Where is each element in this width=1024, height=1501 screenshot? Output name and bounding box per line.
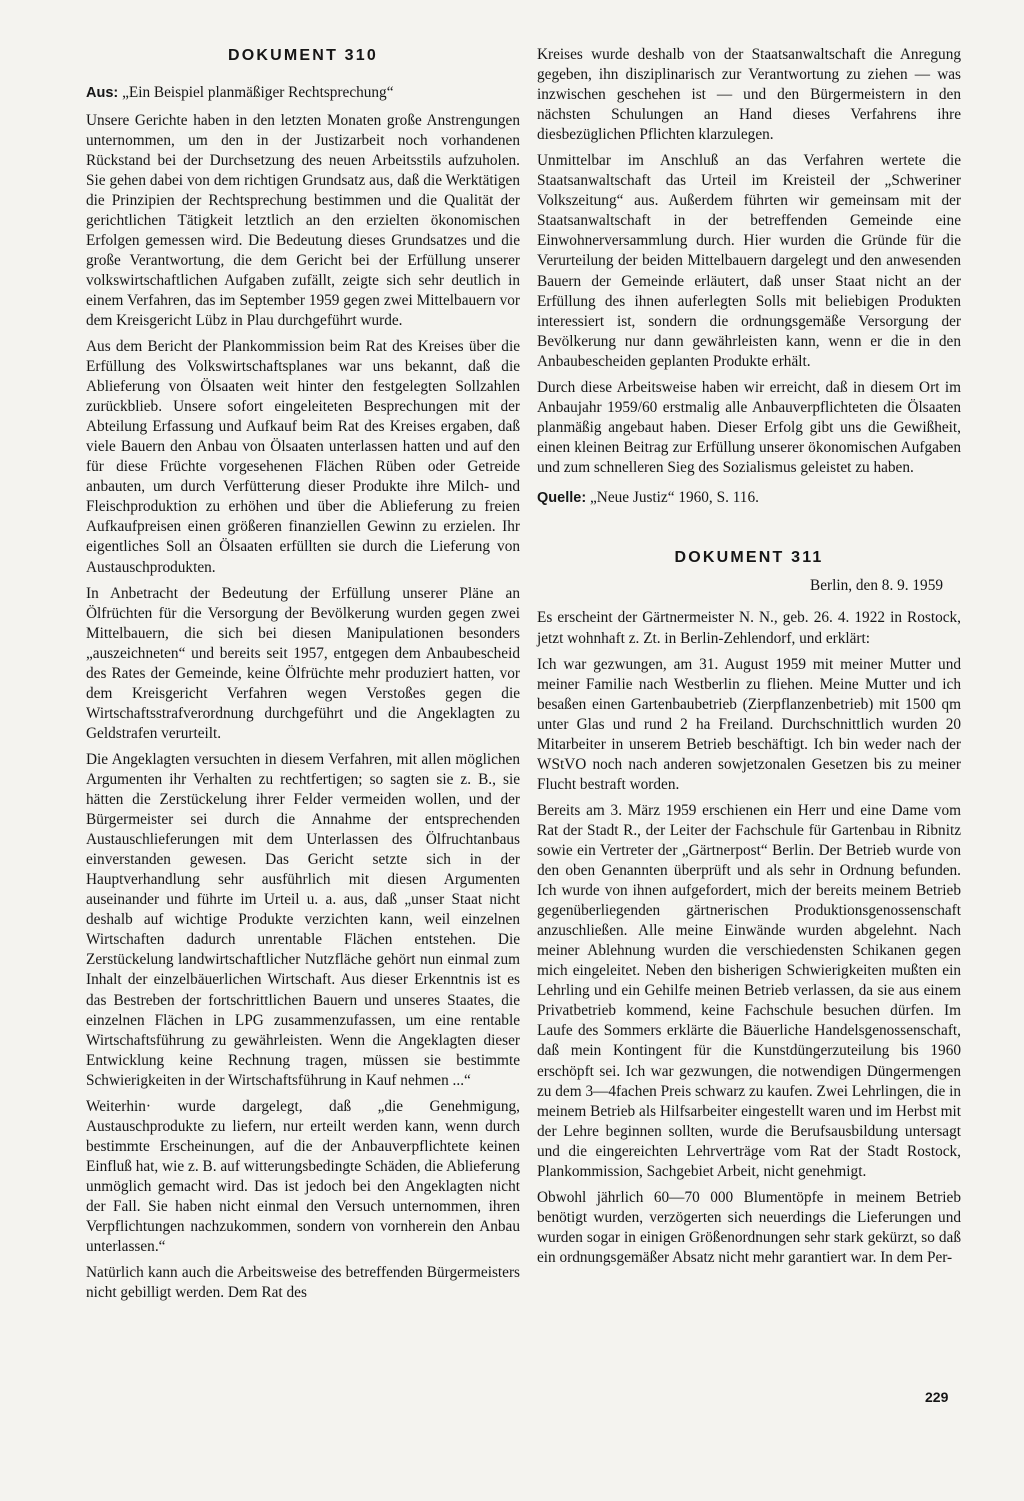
date-line: Berlin, den 8. 9. 1959: [810, 577, 943, 595]
citation-label: Quelle:: [537, 489, 587, 506]
paragraph: Obwohl jährlich 60—70 000 Blumentöpfe in meinem Betrieb benötigt wurden, verzögerten sich neuerdings die Lieferungen und wurden sogar in einigen Größenordnungen sehr stark gekürzt, so daß ein ordnungsgemäßer Absatz nicht mehr garantiert war. In dem Per-: [537, 1188, 961, 1266]
paragraph: Kreises wurde deshalb von der Staatsanwaltschaft die Anregung gegeben, ihn disziplinarisch zur Verantwortung zu ziehen — was inzwischen geschehen ist — und den Bürgermeistern in den nächsten Schulungen an Hand dieses Verfahrens ihre diesbezüglichen Pflichten klarzulegen.: [537, 46, 961, 144]
paragraph: Aus dem Bericht der Plankommission beim Rat des Kreises über die Erfüllung des Volkswirtschaftsplanes war uns bekannt, daß die Ablieferung von Ölsaaten weit hinter den festgelegten Sollzahlen zurückblieb. Unsere sofort eingeleiteten Besprechungen mit der Abteilung Erfassung und Aufkauf beim Rat des Kreises ergaben, daß viele Bauern den Anbau von Ölsaaten unterlassen hatten und auf den für diese Früchte vorgesehenen Flächen Rüben oder Getreide anbauten, um durch Verfütterung dieser Produkte ihre Milch- und Fleischproduktion zu erhöhen und über die Ablieferung zu freien Aufkaufpreisen einen größeren finanziellen Gewinn zu erzielen. Ihr eigentliches Soll an Ölsaaten erfüllten sie durch die Lieferung von Austauschprodukten.: [86, 338, 520, 576]
paragraph: Weiterhin· wurde dargelegt, daß „die Genehmigung, Austauschprodukte zu liefern, nur erteilt werden kann, wenn durch bestimmte Erscheinungen, auf die der Anbauverpflichtete keinen Einfluß hat, wie z. B. auf witterungsbedingte Schäden, die Ablieferung unmöglich gemacht wird. Das ist jedoch bei den Angeklagten nicht der Fall. Sie haben nicht einmal den Versuch unternommen, ihren Verpflichtungen nachzukommen, sondern von vornherein den Anbau unterlassen.“: [86, 1097, 520, 1256]
document-310-citation: [537, 488, 961, 509]
source-title: „Ein Beispiel planmäßiger Rechtsprechung“: [122, 84, 394, 101]
document-311-heading: DOKUMENT 311: [674, 549, 824, 567]
right-column: [537, 36, 961, 1274]
paragraph: In Anbetracht der Bedeutung der Erfüllung unserer Pläne an Ölfrüchten für die Versorgung der Bevölkerung wurden gegen zwei Mittelbauern, die sich bei diesen Manipulationen besonders „auszeichneten“ und bereits seit 1957, entgegen dem Anbaubescheid des Rates der Gemeinde, keine Ölfrüchte mehr produziert hatten, vor dem Kreisgericht Verfahren wegen Verstoßes gegen die Wirtschaftsstrafverordnung durchgeführt und die Angeklagten zu Geldstrafen verurteilt.: [86, 584, 520, 742]
paragraph: Durch diese Arbeitsweise haben wir erreicht, daß in diesem Ort im Anbaujahr 1959/60 erstmalig alle Anbauverpflichteten die Ölsaaten planmäßig angebaut haben. Dieser Erfolg gibt uns die Gewißheit, einen kleinen Beitrag zur Erfüllung unserer ökonomischen Aufgaben und zum schnelleren Sieg des Sozialismus geleistet zu haben.: [537, 378, 961, 476]
paragraph: Die Angeklagten versuchten in diesem Verfahren, mit allen möglichen Argumenten ihr Verhalten zu rechtfertigen; so sagten sie z. B., sie hätten die Zerstückelung ihrer Felder vermeiden wollen, und der Bürgermeister sei durch die Annahme der entsprechenden Austauschlieferungen mit dem Unterlassen des Ölfruchtanbaus einverstanden gewesen. Das Gericht setzte sich in der Hauptverhandlung sehr ausführlich mit diesen Argumenten auseinander und führte im Urteil u. a. aus, daß „unser Staat nicht deshalb auf wichtige Produkte verzichten kann, weil einzelnen Wirtschaften dadurch unrentable Flächen entstehen. Die Zerstückelung landwirtschaftlicher Nutzfläche gehört nun einmal zum Inhalt der einzelbäuerlichen Wirtschaft. Aus dieser Erkenntnis ist es das Bestreben der fortschrittlichen Bauern und unseres Staates, die einzelnen Flächen in LPG zusammenzufassen, um eine rentable Wirtschaftsführung zu gewährleisten. Wenn die Angeklagten dieser Entwicklung keine Rechnung tragen, müssen sie bestimmte Schwierigkeiten in der Wirtschaftsführung in Kauf nehmen ...“: [86, 750, 520, 1089]
citation-text: „Neue Justiz“ 1960, S. 116.: [589, 488, 759, 506]
paragraph: Natürlich kann auch die Arbeitsweise des betreffenden Bürgermeisters nicht gebilligt werden. Dem Rat des: [86, 1264, 520, 1302]
left-column: [86, 36, 520, 1309]
document-310-source: [86, 83, 520, 104]
paragraph: Es erscheint der Gärtnermeister N. N., geb. 26. 4. 1922 in Rostock, jetzt wohnhaft z. Zt. in Berlin-Zehlendorf, und erklärt:: [537, 609, 961, 647]
paragraph: Bereits am 3. März 1959 erschienen ein Herr und eine Dame vom Rat der Stadt R., der Leiter der Fachschule für Gartenbau in Ribnitz sowie ein Vertreter der „Gärtnerpost“ Berlin. Der Betrieb wurde von den oben Genannten überprüft und als sehr in Ordnung befunden. Ich wurde von ihnen aufgefordert, mich der bereits meinem Betrieb gegenüberliegenden gärtnerischen Produktionsgenossenschaft anzuschließen. Alle meine Einwände wurden abgelehnt. Nach meiner Ablehnung wurden die verschiedensten Schikanen gegen mich eingeleitet. Neben den bisherigen Schwierigkeiten mußten ein Lehrling und ein Gehilfe meinen Betrieb verlassen, da sie aus einem Privatbetrieb kommend, keine Fachschule besuchen dürfen. Im Laufe des Sommers erklärte die Bäuerliche Handelsgenossenschaft, daß mein Kontingent für die Kunstdüngerzuteilung bis 1960 erschöpft sei. Ich war gezwungen, die notwendigen Düngermengen zu dem 3—4fachen Preis schwarz zu kaufen. Zwei Lehrlingen, die in meinem Betrieb als Hilfsarbeiter eingestellt waren und im Herbst mit der Lehre beginnen sollten, wurde die Berufsausbildung untersagt und die eingereichten Lehrverträge vom Rat der Stadt Rostock, Plankommission, Sachgebiet Arbeit, nicht genehmigt.: [537, 801, 961, 1180]
source-label: Aus:: [86, 85, 119, 101]
document-310-heading: DOKUMENT 310: [228, 47, 378, 64]
paragraph: Ich war gezwungen, am 31. August 1959 mit meiner Mutter und meiner Familie nach Westberlin zu fliehen. Meine Mutter und ich besaßen einen Gartenbaubetrieb (Zierpflanzenbetrieb) mit 1500 qm unter Glas und rund 2 ha Freiland. Durchschnittlich wurden 20 Mitarbeiter in unserem Betrieb beschäftigt. Ich bin weder nach der WStVO noch nach anderen sowjetzonalen Gesetzen bis zu meiner Flucht bestraft worden.: [537, 655, 961, 793]
paragraph: Unsere Gerichte haben in den letzten Monaten große Anstrengungen unternommen, um den in der Justizarbeit noch vorhandenen Rückstand bei der Durchsetzung des neuen Arbeitsstils aufzuholen. Sie gehen dabei von dem richtigen Grundsatz aus, daß die Werktätigen die Prinzipien der Rechtsprechung bestimmen und die Qualität der gerichtlichen Tätigkeit letztlich an den erzielten ökonomischen Erfolgen gemessen wird. Die Bedeutung dieses Grundsatzes und die große Verantwortung, die dem Gericht bei der Erfüllung unserer volkswirtschaftlichen Aufgaben zufällt, zeigte sich sehr deutlich in einem Verfahren, das im September 1959 gegen zwei Mittelbauern vor dem Kreisgericht Lübz in Plau durchgeführt wurde.: [86, 111, 520, 329]
paragraph: Unmittelbar im Anschluß an das Verfahren wertete die Staatsanwaltschaft das Urteil im Kreisteil der „Schweriner Volkszeitung“ aus. Außerdem führten wir gemeinsam mit der Staatsanwaltschaft in der betreffenden Gemeinde eine Einwohnerversammlung durch. Hier wurden die Gründe für die Verurteilung der beiden Mittelbauern dargelegt und den anwesenden Bauern der Gemeinde erläutert, daß unser Staat nicht an der Erfüllung des ihnen auferlegten Solls mit beliebigen Produkten interessiert ist, sondern die ordnungsgemäße Versorgung der Bevölkerung nur dann gewährleisten kann, wenn er die in den Anbaubescheiden geplanten Produkte erhält.: [537, 152, 961, 370]
page-number: 229: [925, 1389, 949, 1405]
